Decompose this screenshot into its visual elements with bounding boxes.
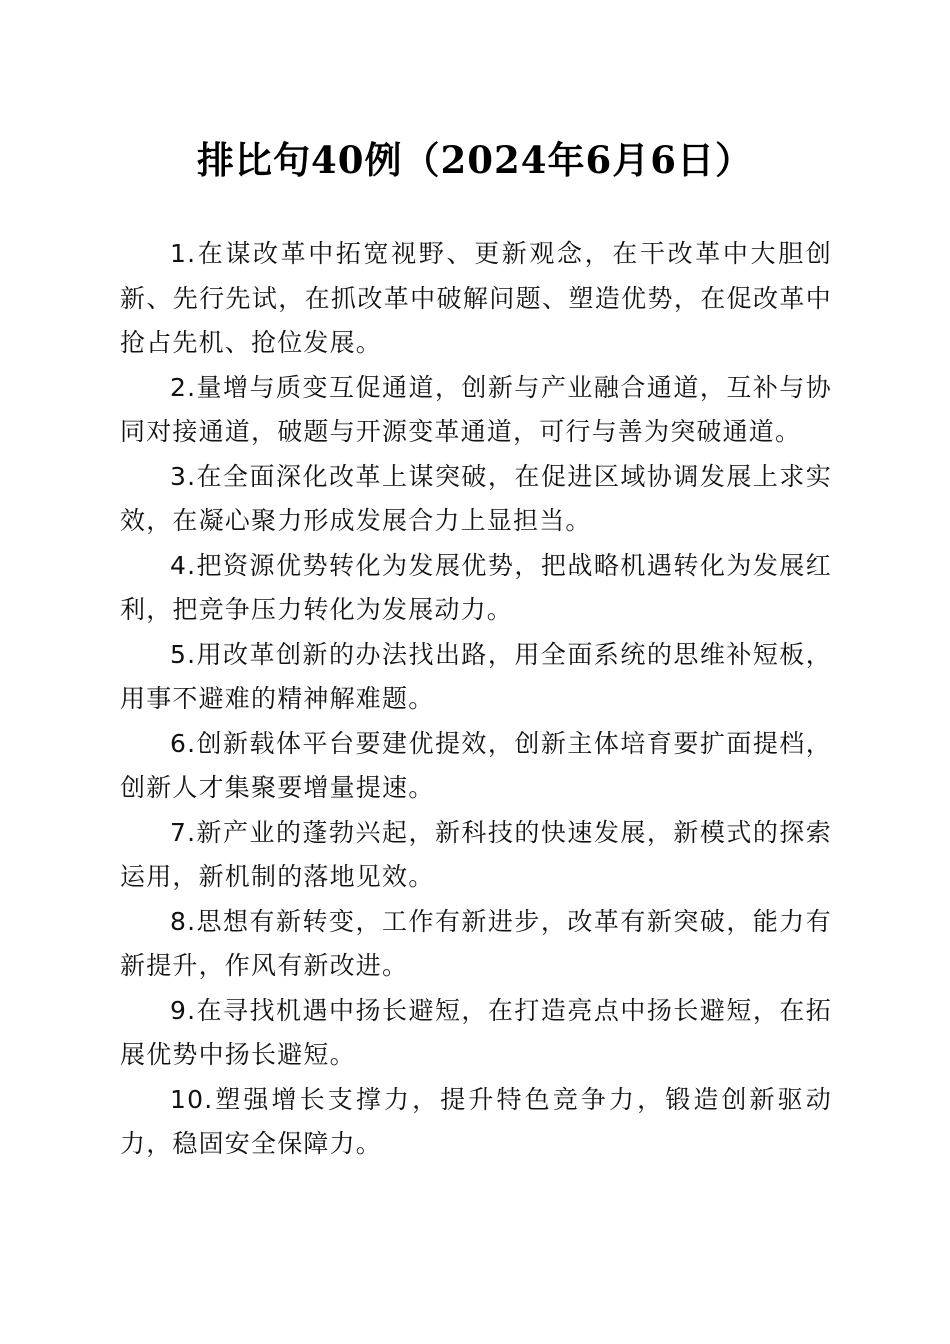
paragraph-5: 5.用改革创新的办法找出路，用全面系统的思维补短板，用事不避难的精神解难题。 <box>120 639 832 713</box>
paragraph-7: 7.新产业的蓬勃兴起，新科技的快速发展，新模式的探索运用，新机制的落地见效。 <box>120 817 832 891</box>
paragraph-1: 1.在谋改革中拓宽视野、更新观念，在干改革中大胆创新、先行先试，在抓改革中破解问题、塑造优势，在促改革中抢占先机、抢位发展。 <box>120 239 832 357</box>
paragraph-6: 6.创新载体平台要建优提效，创新主体培育要扩面提档，创新人才集聚要增量提速。 <box>120 728 832 802</box>
document-title: 排比句40例（2024年6月6日） <box>197 138 753 182</box>
document-body <box>120 232 832 1167</box>
paragraph-2: 2.量增与质变互促通道，创新与产业融合通道，互补与协同对接通道，破题与开源变革通道，可行与善为突破通道。 <box>120 372 832 446</box>
paragraph-3: 3.在全面深化改革上谋突破，在促进区域协调发展上求实效，在凝心聚力形成发展合力上显担当。 <box>120 461 832 535</box>
paragraph-10: 10.塑强增长支撑力，提升特色竞争力，锻造创新驱动力，稳固安全保障力。 <box>120 1084 832 1158</box>
paragraph-8: 8.思想有新转变，工作有新进步，改革有新突破，能力有新提升，作风有新改进。 <box>120 906 832 980</box>
paragraph-9: 9.在寻找机遇中扬长避短，在打造亮点中扬长避短，在拓展优势中扬长避短。 <box>120 995 832 1069</box>
paragraph-4: 4.把资源优势转化为发展优势，把战略机遇转化为发展红利，把竞争压力转化为发展动力。 <box>120 550 832 624</box>
